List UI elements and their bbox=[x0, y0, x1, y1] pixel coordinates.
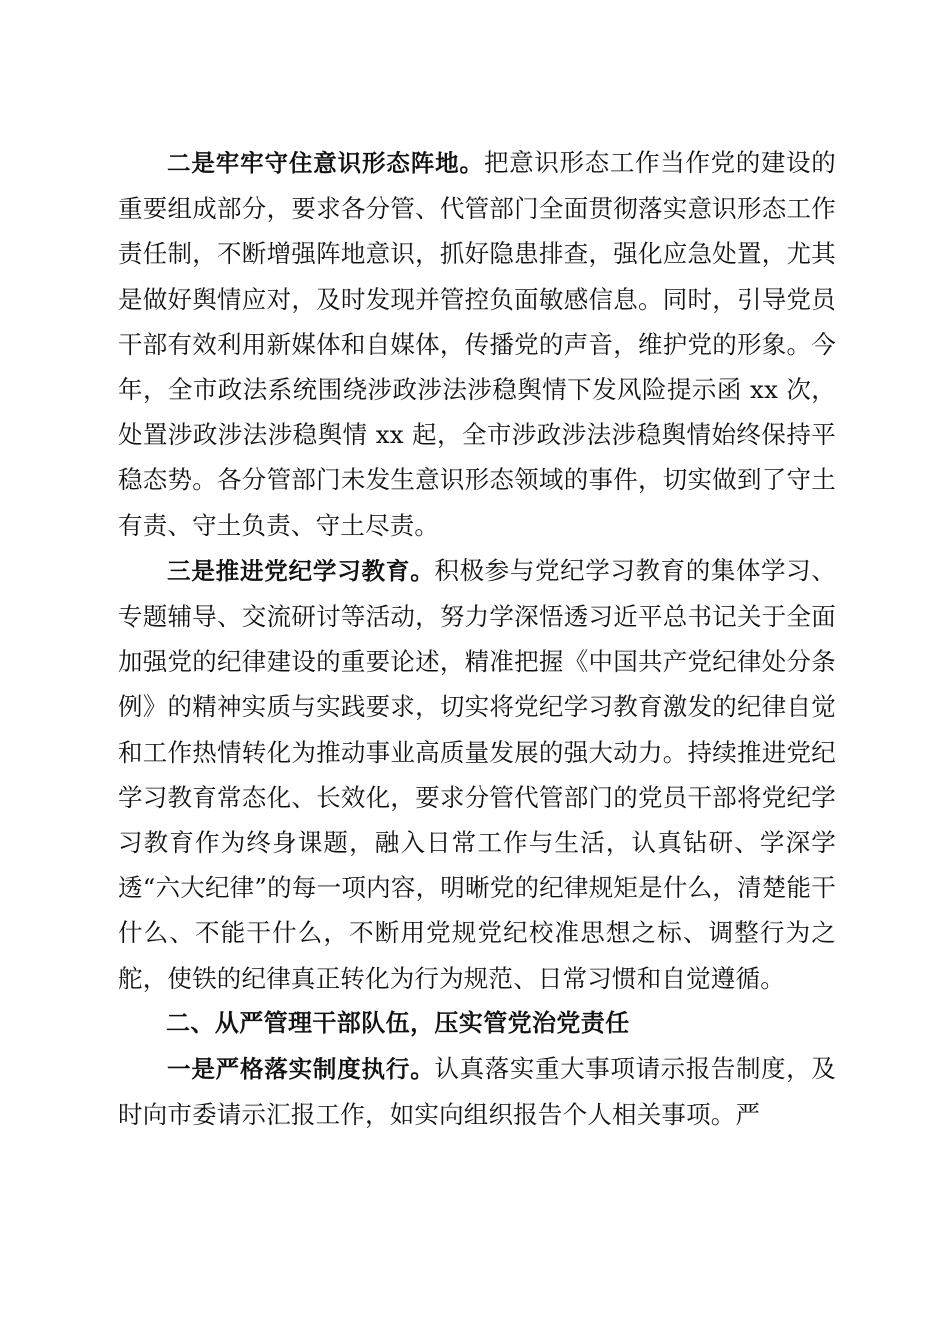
paragraph-text: 认真落实重大事项请示报告制度，及时向市委请示汇报工作，如实向组织报告个人相关事项。严 bbox=[118, 1054, 836, 1130]
paragraph-ideology-front bbox=[118, 140, 836, 548]
paragraph-system-execution bbox=[118, 1046, 836, 1137]
document-body bbox=[118, 140, 836, 1137]
paragraph-lead: 一是严格落实制度执行。 bbox=[167, 1055, 435, 1084]
paragraph-lead: 二是牢牢守住意识形态阵地。 bbox=[167, 149, 484, 177]
paragraph-lead: 三是推进党纪学习教育。 bbox=[167, 556, 435, 585]
paragraph-discipline-education bbox=[118, 548, 836, 1001]
section-heading: 二、从严管理干部队伍，压实管党治党责任 bbox=[166, 1008, 630, 1037]
paragraph-text: 把意识形态工作当作党的建设的重要组成部分，要求各分管、代管部门全面贯彻落实意识形态工作责任制，不断增强阵地意识，抓好隐患排查，强化应急处置，尤其是做好舆情应对，及时发现并管控负面敏感信息。同时，引导党员干部有效利用新媒体和自媒体，传播党的声音，维护党的形象。今年，全市政法系统围绕涉政涉法涉稳舆情下发风险提示函 xx 次，处置涉政涉法涉稳舆情 xx 起，全市涉政涉法涉稳舆情始终保持平稳态势。各分管部门未发生意识形态领域的事件，切实做到了守土有责、守土负责、守土尽责。 bbox=[118, 148, 836, 540]
paragraph-text: 积极参与党纪学习教育的集体学习、专题辅导、交流研讨等活动，努力学深悟透习近平总书记关于全面加强党的纪律建设的重要论述，精准把握《中国共产党纪律处分条例》的精神实质与实践要求，切实将党纪学习教育激发的纪律自觉和工作热情转化为推动事业高质量发展的强大动力。持续推进党纪学习教育常态化、长效化，要求分管代管部门的党员干部将党纪学习教育作为终身课题，融入日常工作与生活，认真钻研、学深学透“六大纪律”的每一项内容，明晰党的纪律规矩是什么，清楚能干什么、不能干什么，不断用党规党纪校准思想之标、调整行为之舵，使铁的纪律真正转化为行为规范、日常习惯和自觉遵循。 bbox=[118, 555, 836, 993]
